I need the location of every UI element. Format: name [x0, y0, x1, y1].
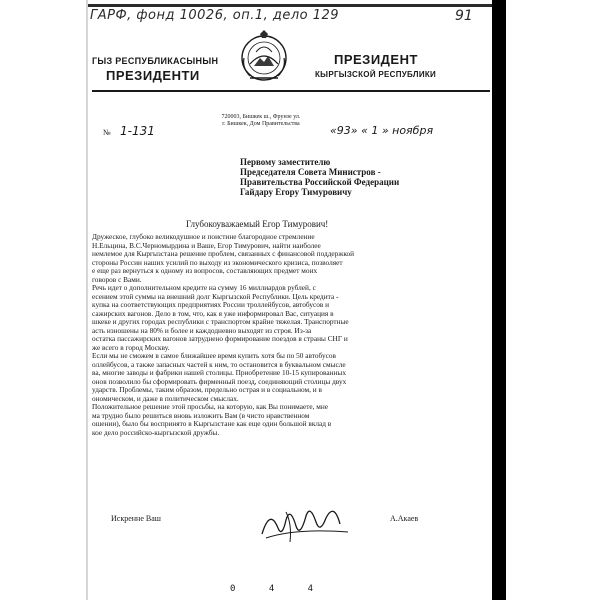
body-line: асть изношены на 80% и более и каждодневно выходят из строя. Из-за — [92, 326, 312, 335]
body-line: оллейбусов, а также запасных частей к ним, то остановится в буквальном смысле — [92, 360, 346, 369]
body-line: Положительное решение этой просьбы, на которую, как Вы понимаете, мне — [92, 403, 329, 411]
body-line: ономическом, и даже в политическом смыслах. — [92, 394, 239, 403]
body-line: онов позволило бы сформировать фирменный поезд, соединяющий столицы двух — [92, 377, 347, 386]
scan-top-edge — [88, 4, 493, 7]
body-line: Если мы не сможем в самое ближайшее время купить хотя бы по 50 автобусов — [92, 352, 336, 360]
body-line: остатка пассажирских вагонов затруднено формирование поездов в страны СНГ и — [92, 335, 348, 343]
body-line: ва, многие заводы и фабрики нашей столицы. Приобретение 10-15 купированных — [92, 369, 346, 377]
body-line: е еще раз вернуться к одному из вопросов, составляющих предмет моих — [92, 267, 318, 275]
body-line: сажирских вагонов. Дело в том, что, как я уже информировал Вас, ситуация в — [92, 309, 334, 318]
reference-label: № — [103, 128, 111, 137]
archive-page-number: 91 — [455, 8, 473, 24]
body-line: Н.Ельцина, В.С.Черномырдина и Ваше, Егор Тимурович, найти наиболее — [92, 241, 321, 250]
reference-number: 1-131 — [120, 124, 155, 138]
body-line: шкеке и других городах республики с транспортом крайне тяжелая. Транспортные — [92, 318, 349, 326]
body-line: ошении), было бы воспринято в Кыргызстане как еще один большой вклад в — [92, 420, 332, 428]
body-line: немлемое для Кыргызстана решение проблем, связанных с финансовой поддержкой — [92, 250, 355, 258]
page-left-shadow — [86, 0, 88, 600]
letterhead-right-title: ПРЕЗИДЕНТ — [334, 52, 418, 67]
body-line: Дружеское, глубоко великодушное и поистине благородное стремление — [92, 233, 315, 241]
body-line: ма трудно было решиться вновь изложить Вам (в чисто нравственном — [92, 411, 310, 420]
archive-handwritten-note: ГАРФ, фонд 10026, оп.1, дело 129 — [90, 8, 340, 23]
addressee-line: Правительства Российской Федерации — [240, 177, 400, 187]
body-line: говоров с Вами. — [92, 275, 142, 284]
letterhead-left-title: ПРЕЗИДЕНТИ — [106, 68, 200, 83]
address-line: г. Бишкек, Дом Правительства — [222, 121, 300, 127]
addressee-block — [240, 157, 399, 197]
handwritten-signature — [256, 498, 356, 548]
state-emblem-icon — [236, 28, 292, 86]
salutation: Глубокоуважаемый Егор Тимурович! — [186, 219, 329, 229]
body-line: есением этой суммы на внешний долг Кыргызской Республики. Цель кредита - — [92, 292, 339, 301]
sender-address — [216, 114, 306, 128]
letter-body — [92, 233, 489, 437]
signer-name: А.Акаев — [390, 514, 419, 523]
letterhead-right-subtitle: КЫРГЫЗСКОЙ РЕСПУБЛИКИ — [315, 70, 437, 79]
scan-right-edge — [492, 0, 506, 600]
addressee-line: Гайдару Егору Тимуровичу — [240, 187, 352, 197]
body-line: кое дело российско-кыргызской дружбы. — [92, 428, 220, 437]
letterhead-left-top: ГЫЗ РЕСПУБЛИКАСЫНЫН — [92, 56, 219, 66]
body-line: стороны России наших усилий по выходу из экономического кризиса, позволяет — [92, 258, 343, 267]
address-line: 720003, Бишкек ш., Фрунзе ул. — [221, 114, 301, 120]
letterhead-divider — [92, 90, 490, 92]
body-line: купка на соответствующих предприятиях России троллейбусов, автобусов и — [92, 301, 330, 309]
addressee-line: Первому заместителю — [240, 157, 331, 167]
body-line: же всего в город Москву. — [92, 343, 170, 352]
addressee-line: Председателя Совета Министров - — [240, 167, 381, 177]
footer-stamp: 0 4 4 — [230, 584, 328, 594]
letter-date: «93» « 1 » ноября — [330, 124, 434, 137]
body-line: Речь идет о дополнительном кредите на сумму 16 миллиардов рублей, с — [92, 284, 316, 292]
closing-phrase: Искренне Ваш — [111, 514, 161, 523]
body-line: ударств. Проблемы, таким образом, предельно острая и в социальном, и в — [92, 386, 322, 394]
